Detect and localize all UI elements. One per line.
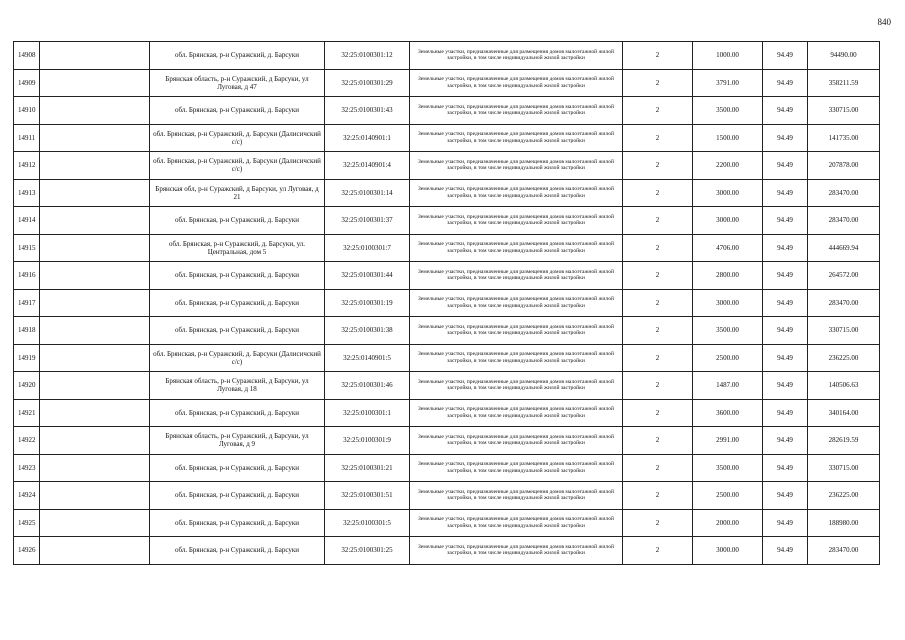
cadastral-value-cell: 330715.00: [808, 317, 880, 345]
table-row: [14, 152, 880, 180]
specific-value-cell: 94.49: [763, 234, 808, 262]
record-number-cell: 14920: [14, 372, 40, 400]
purpose-group-cell: 2: [623, 234, 693, 262]
spacer-cell: [40, 482, 150, 510]
table-row: [14, 97, 880, 125]
spacer-cell: [40, 179, 150, 207]
table-body: [14, 42, 880, 565]
specific-value-cell: 94.49: [763, 152, 808, 180]
table-row: [14, 234, 880, 262]
specific-value-cell: 94.49: [763, 207, 808, 235]
record-number-cell: 14923: [14, 454, 40, 482]
purpose-group-cell: 2: [623, 537, 693, 565]
specific-value-cell: 94.49: [763, 289, 808, 317]
table-row: [14, 427, 880, 455]
cadastral-number-cell: 32:25:0100301:5: [325, 509, 410, 537]
area-cell: 2200.00: [693, 152, 763, 180]
area-cell: 1500.00: [693, 124, 763, 152]
table-row: [14, 344, 880, 372]
spacer-cell: [40, 289, 150, 317]
spacer-cell: [40, 69, 150, 97]
cadastral-value-cell: 282619.59: [808, 427, 880, 455]
area-cell: 3000.00: [693, 289, 763, 317]
cadastral-value-cell: 236225.00: [808, 344, 880, 372]
spacer-cell: [40, 262, 150, 290]
specific-value-cell: 94.49: [763, 537, 808, 565]
specific-value-cell: 94.49: [763, 179, 808, 207]
cadastral-value-cell: 444669.94: [808, 234, 880, 262]
land-purpose-cell: Земельные участки, предназначенные для размещения домов малоэтажной жилой застройки, в том числе индивидуальной жилой застройки: [410, 42, 623, 70]
cadastral-number-cell: 32:25:0100301:7: [325, 234, 410, 262]
address-cell: обл. Брянская, р-н Суражский, д. Барсуки: [150, 317, 325, 345]
cadastral-number-cell: 32:25:0100301:51: [325, 482, 410, 510]
cadastral-value-cell: 207878.00: [808, 152, 880, 180]
address-cell: обл. Брянская, р-н Суражский, д. Барсуки: [150, 399, 325, 427]
purpose-group-cell: 2: [623, 262, 693, 290]
table-row: [14, 262, 880, 290]
specific-value-cell: 94.49: [763, 317, 808, 345]
cadastral-value-cell: 264572.00: [808, 262, 880, 290]
purpose-group-cell: 2: [623, 344, 693, 372]
address-cell: обл. Брянская, р-н Суражский, д. Барсуки: [150, 262, 325, 290]
table-row: [14, 69, 880, 97]
spacer-cell: [40, 152, 150, 180]
area-cell: 3000.00: [693, 537, 763, 565]
purpose-group-cell: 2: [623, 97, 693, 125]
area-cell: 3600.00: [693, 399, 763, 427]
purpose-group-cell: 2: [623, 42, 693, 70]
spacer-cell: [40, 399, 150, 427]
cadastral-number-cell: 32:25:0100301:21: [325, 454, 410, 482]
area-cell: 3791.00: [693, 69, 763, 97]
land-purpose-cell: Земельные участки, предназначенные для размещения домов малоэтажной жилой застройки, в том числе индивидуальной жилой застройки: [410, 454, 623, 482]
area-cell: 3500.00: [693, 97, 763, 125]
specific-value-cell: 94.49: [763, 262, 808, 290]
area-cell: 4706.00: [693, 234, 763, 262]
cadastral-value-cell: 141735.00: [808, 124, 880, 152]
spacer-cell: [40, 234, 150, 262]
address-cell: обл. Брянская, р-н Суражский, д. Барсуки: [150, 207, 325, 235]
cadastral-number-cell: 32:25:0100301:25: [325, 537, 410, 565]
record-number-cell: 14908: [14, 42, 40, 70]
address-cell: Брянская область, р-н Суражский, д Барсуки, ул Луговая, д 18: [150, 372, 325, 400]
purpose-group-cell: 2: [623, 372, 693, 400]
cadastral-number-cell: 32:25:0100301:12: [325, 42, 410, 70]
table-row: [14, 454, 880, 482]
cadastral-value-cell: 330715.00: [808, 97, 880, 125]
cadastral-value-cell: 283470.00: [808, 289, 880, 317]
specific-value-cell: 94.49: [763, 399, 808, 427]
spacer-cell: [40, 372, 150, 400]
spacer-cell: [40, 344, 150, 372]
land-purpose-cell: Земельные участки, предназначенные для размещения домов малоэтажной жилой застройки, в том числе индивидуальной жилой застройки: [410, 482, 623, 510]
purpose-group-cell: 2: [623, 152, 693, 180]
land-purpose-cell: Земельные участки, предназначенные для размещения домов малоэтажной жилой застройки, в том числе индивидуальной жилой застройки: [410, 179, 623, 207]
cadastral-number-cell: 32:25:0100301:37: [325, 207, 410, 235]
specific-value-cell: 94.49: [763, 124, 808, 152]
address-cell: Брянская обл, р-н Суражский, д Барсуки, ул Луговая, д 21: [150, 179, 325, 207]
specific-value-cell: 94.49: [763, 344, 808, 372]
land-purpose-cell: Земельные участки, предназначенные для размещения домов малоэтажной жилой застройки, в том числе индивидуальной жилой застройки: [410, 262, 623, 290]
land-purpose-cell: Земельные участки, предназначенные для размещения домов малоэтажной жилой застройки, в том числе индивидуальной жилой застройки: [410, 289, 623, 317]
specific-value-cell: 94.49: [763, 509, 808, 537]
cadastral-number-cell: 32:25:0100301:46: [325, 372, 410, 400]
specific-value-cell: 94.49: [763, 97, 808, 125]
purpose-group-cell: 2: [623, 317, 693, 345]
cadastral-value-cell: 283470.00: [808, 179, 880, 207]
table-row: [14, 399, 880, 427]
address-cell: обл. Брянская, р-н Суражский, д. Барсуки: [150, 454, 325, 482]
specific-value-cell: 94.49: [763, 372, 808, 400]
spacer-cell: [40, 509, 150, 537]
table-row: [14, 317, 880, 345]
cadastral-value-cell: 94490.00: [808, 42, 880, 70]
spacer-cell: [40, 427, 150, 455]
purpose-group-cell: 2: [623, 399, 693, 427]
area-cell: 1000.00: [693, 42, 763, 70]
record-number-cell: 14916: [14, 262, 40, 290]
table-row: [14, 372, 880, 400]
record-number-cell: 14922: [14, 427, 40, 455]
land-purpose-cell: Земельные участки, предназначенные для размещения домов малоэтажной жилой застройки, в том числе индивидуальной жилой застройки: [410, 509, 623, 537]
record-number-cell: 14924: [14, 482, 40, 510]
table-row: [14, 124, 880, 152]
land-purpose-cell: Земельные участки, предназначенные для размещения домов малоэтажной жилой застройки, в том числе индивидуальной жилой застройки: [410, 152, 623, 180]
area-cell: 2000.00: [693, 509, 763, 537]
cadastral-number-cell: 32:25:0100301:9: [325, 427, 410, 455]
land-purpose-cell: Земельные участки, предназначенные для размещения домов малоэтажной жилой застройки, в том числе индивидуальной жилой застройки: [410, 124, 623, 152]
record-number-cell: 14914: [14, 207, 40, 235]
address-cell: обл. Брянская, р-н Суражский, д. Барсуки: [150, 509, 325, 537]
record-number-cell: 14910: [14, 97, 40, 125]
table-row: [14, 179, 880, 207]
address-cell: Брянская область, р-н Суражский, д Барсуки, ул Луговая, д 47: [150, 69, 325, 97]
address-cell: обл. Брянская, р-н Суражский, д. Барсуки (Далисичский с/с): [150, 344, 325, 372]
cadastral-number-cell: 32:25:0100301:38: [325, 317, 410, 345]
purpose-group-cell: 2: [623, 124, 693, 152]
purpose-group-cell: 2: [623, 179, 693, 207]
record-number-cell: 14921: [14, 399, 40, 427]
cadastral-number-cell: 32:25:0100301:19: [325, 289, 410, 317]
area-cell: 1487.00: [693, 372, 763, 400]
land-purpose-cell: Земельные участки, предназначенные для размещения домов малоэтажной жилой застройки, в том числе индивидуальной жилой застройки: [410, 427, 623, 455]
cadastral-number-cell: 32:25:0100301:14: [325, 179, 410, 207]
purpose-group-cell: 2: [623, 509, 693, 537]
record-number-cell: 14915: [14, 234, 40, 262]
specific-value-cell: 94.49: [763, 454, 808, 482]
cadastral-number-cell: 32:25:0140901:5: [325, 344, 410, 372]
cadastral-number-cell: 32:25:0100301:29: [325, 69, 410, 97]
land-purpose-cell: Земельные участки, предназначенные для размещения домов малоэтажной жилой застройки, в том числе индивидуальной жилой застройки: [410, 537, 623, 565]
record-number-cell: 14917: [14, 289, 40, 317]
cadastral-value-cell: 140506.63: [808, 372, 880, 400]
area-cell: 3000.00: [693, 207, 763, 235]
cadastral-value-cell: 283470.00: [808, 207, 880, 235]
record-number-cell: 14919: [14, 344, 40, 372]
address-cell: обл. Брянская, р-н Суражский, д. Барсуки: [150, 289, 325, 317]
address-cell: обл. Брянская, р-н Суражский, д. Барсуки (Далисичский с/с): [150, 124, 325, 152]
record-number-cell: 14918: [14, 317, 40, 345]
address-cell: Брянская область, р-н Суражский, д Барсуки, ул Луговая, д 9: [150, 427, 325, 455]
area-cell: 2991.00: [693, 427, 763, 455]
specific-value-cell: 94.49: [763, 42, 808, 70]
table-row: [14, 289, 880, 317]
cadastral-value-cell: 340164.00: [808, 399, 880, 427]
spacer-cell: [40, 317, 150, 345]
area-cell: 3500.00: [693, 454, 763, 482]
table-row: [14, 482, 880, 510]
table-row: [14, 207, 880, 235]
spacer-cell: [40, 42, 150, 70]
record-number-cell: 14911: [14, 124, 40, 152]
area-cell: 2800.00: [693, 262, 763, 290]
land-purpose-cell: Земельные участки, предназначенные для размещения домов малоэтажной жилой застройки, в том числе индивидуальной жилой застройки: [410, 317, 623, 345]
address-cell: обл. Брянская, р-н Суражский, д. Барсуки: [150, 42, 325, 70]
land-purpose-cell: Земельные участки, предназначенные для размещения домов малоэтажной жилой застройки, в том числе индивидуальной жилой застройки: [410, 344, 623, 372]
land-purpose-cell: Земельные участки, предназначенные для размещения домов малоэтажной жилой застройки, в том числе индивидуальной жилой застройки: [410, 69, 623, 97]
address-cell: обл. Брянская, р-н Суражский, д. Барсуки: [150, 482, 325, 510]
land-purpose-cell: Земельные участки, предназначенные для размещения домов малоэтажной жилой застройки, в том числе индивидуальной жилой застройки: [410, 399, 623, 427]
cadastral-value-cell: 188980.00: [808, 509, 880, 537]
purpose-group-cell: 2: [623, 454, 693, 482]
record-number-cell: 14913: [14, 179, 40, 207]
land-purpose-cell: Земельные участки, предназначенные для размещения домов малоэтажной жилой застройки, в том числе индивидуальной жилой застройки: [410, 207, 623, 235]
area-cell: 3500.00: [693, 317, 763, 345]
specific-value-cell: 94.49: [763, 482, 808, 510]
purpose-group-cell: 2: [623, 289, 693, 317]
area-cell: 2500.00: [693, 482, 763, 510]
land-purpose-cell: Земельные участки, предназначенные для размещения домов малоэтажной жилой застройки, в том числе индивидуальной жилой застройки: [410, 97, 623, 125]
cadastral-value-cell: 283470.00: [808, 537, 880, 565]
purpose-group-cell: 2: [623, 482, 693, 510]
land-purpose-cell: Земельные участки, предназначенные для размещения домов малоэтажной жилой застройки, в том числе индивидуальной жилой застройки: [410, 372, 623, 400]
record-number-cell: 14925: [14, 509, 40, 537]
spacer-cell: [40, 537, 150, 565]
cadastral-number-cell: 32:25:0140901:4: [325, 152, 410, 180]
address-cell: обл. Брянская, р-н Суражский, д. Барсуки: [150, 97, 325, 125]
area-cell: 3000.00: [693, 179, 763, 207]
address-cell: обл. Брянская, р-н Суражский, д. Барсуки, ул. Центральная, дом 5: [150, 234, 325, 262]
purpose-group-cell: 2: [623, 207, 693, 235]
spacer-cell: [40, 97, 150, 125]
table-row: [14, 509, 880, 537]
spacer-cell: [40, 124, 150, 152]
record-number-cell: 14912: [14, 152, 40, 180]
cadastral-number-cell: 32:25:0140901:1: [325, 124, 410, 152]
cadastral-value-cell: 330715.00: [808, 454, 880, 482]
spacer-cell: [40, 207, 150, 235]
table-row: [14, 42, 880, 70]
cadastral-number-cell: 32:25:0100301:44: [325, 262, 410, 290]
page-number: 840: [877, 17, 891, 27]
specific-value-cell: 94.49: [763, 69, 808, 97]
area-cell: 2500.00: [693, 344, 763, 372]
purpose-group-cell: 2: [623, 69, 693, 97]
record-number-cell: 14909: [14, 69, 40, 97]
cadastral-number-cell: 32:25:0100301:43: [325, 97, 410, 125]
purpose-group-cell: 2: [623, 427, 693, 455]
land-purpose-cell: Земельные участки, предназначенные для размещения домов малоэтажной жилой застройки, в том числе индивидуальной жилой застройки: [410, 234, 623, 262]
cadastral-value-cell: 236225.00: [808, 482, 880, 510]
address-cell: обл. Брянская, р-н Суражский, д. Барсуки: [150, 537, 325, 565]
address-cell: обл. Брянская, р-н Суражский, д. Барсуки (Далисичский с/с): [150, 152, 325, 180]
record-number-cell: 14926: [14, 537, 40, 565]
spacer-cell: [40, 454, 150, 482]
cadastral-value-cell: 358211.59: [808, 69, 880, 97]
table-row: [14, 537, 880, 565]
specific-value-cell: 94.49: [763, 427, 808, 455]
cadastral-value-table: [13, 41, 880, 565]
cadastral-number-cell: 32:25:0100301:1: [325, 399, 410, 427]
